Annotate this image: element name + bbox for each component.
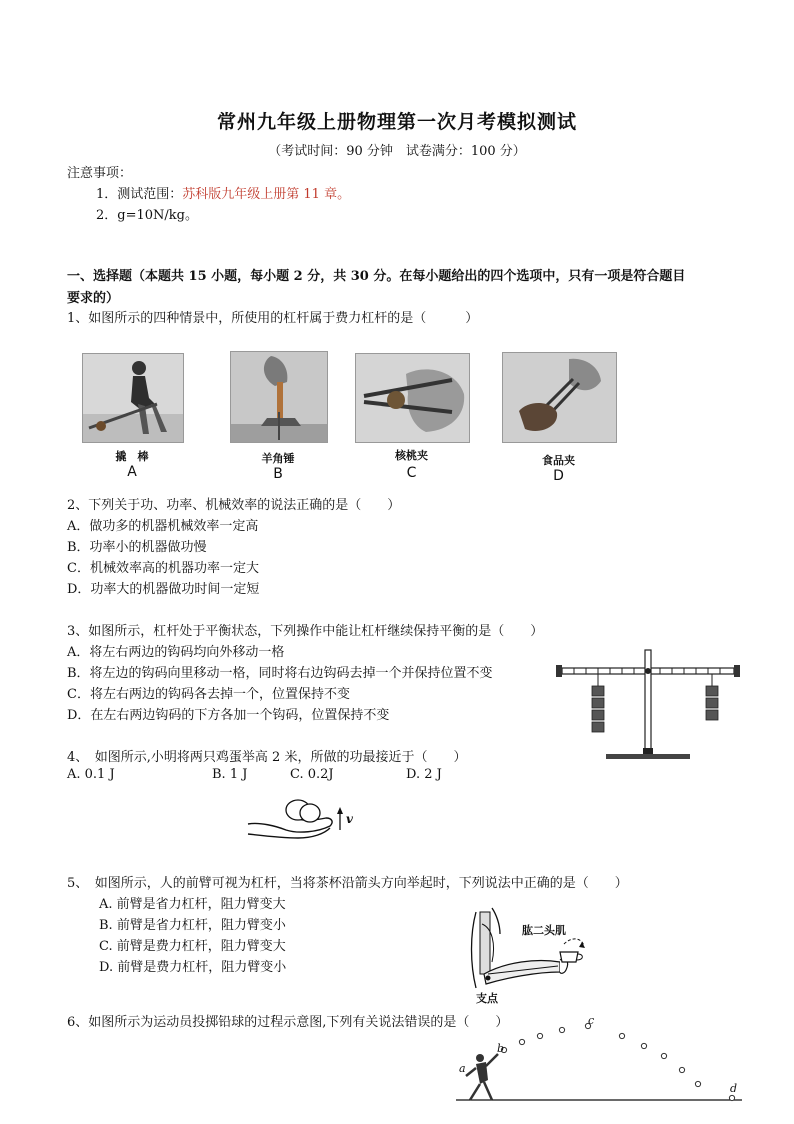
q6-label-d: d <box>730 1082 738 1095</box>
q4-stem: 4、 如图所示,小明将两只鸡蛋举高 2 米，所做的功最接近于（ ） <box>67 750 467 765</box>
q3-lever-diagram <box>552 644 742 770</box>
q1-image-d <box>502 352 617 443</box>
q3-stem: 3、如图所示，杠杆处于平衡状态，下列操作中能让杠杆继续保持平衡的是（ ） <box>67 624 544 639</box>
q5-stem: 5、 如图所示，人的前臂可视为杠杆，当将茶杯沿箭头方向举起时，下列说法中正确的是（ ） <box>67 876 628 891</box>
q6-label-a: a <box>459 1062 466 1075</box>
q5-muscle-label: 肱二头肌 <box>522 924 566 937</box>
q5-fulcrum-label: 支点 <box>476 992 498 1005</box>
q1-stem: 1、如图所示的四种情景中，所使用的杠杆属于费力杠杆的是（ ） <box>67 311 479 326</box>
q3-option-b: B．将左边的钩码向里移动一格，同时将右边钩码去掉一个并保持位置不变 <box>67 666 493 681</box>
q1-image-b <box>230 351 328 443</box>
q5-option-c: C. 前臂是费力杠杆，阻力臂变大 <box>99 939 286 954</box>
notes-item-1-highlight: 苏科版九年级上册第 11 章 <box>182 187 338 202</box>
q6-shot-put-diagram <box>452 1014 748 1120</box>
q3-option-c: C．将左右两边的钩码各去掉一个，位置保持不变 <box>67 687 350 702</box>
q1-letter-a: A <box>127 464 137 480</box>
q1-caption-d: 食品夹 <box>542 454 575 467</box>
q3-option-a: A．将左右两边的钩码均向外移动一格 <box>67 645 285 660</box>
q5-option-d: D. 前臂是费力杠杆，阻力臂变小 <box>99 960 287 975</box>
notes-item-1-suffix: 。 <box>337 187 351 202</box>
q6-stem: 6、如图所示为运动员投掷铅球的过程示意图,下列有关说法错误的是（ ） <box>67 1015 509 1030</box>
q6-label-b: b <box>497 1042 505 1055</box>
notes-heading: 注意事项： <box>67 166 133 181</box>
q1-letter-d: D <box>553 468 564 484</box>
q4-option-c: C. 0.2J <box>290 767 334 782</box>
notes-item-2: 2．g=10N/kg。 <box>96 208 198 223</box>
q4-option-d: D. 2 J <box>406 767 442 782</box>
q2-stem: 2、下列关于功、功率、机械效率的说法正确的是（ ） <box>67 498 401 513</box>
page-subtitle: （考试时间：90 分钟 试卷满分：100 分） <box>268 144 526 159</box>
q3-option-d: D．在左右两边钩码的下方各加一个钩码，位置保持不变 <box>67 708 390 723</box>
q4-option-a: A. 0.1 J <box>67 767 115 782</box>
q1-letter-b: B <box>273 466 283 482</box>
q2-option-d: D．功率大的机器做功时间一定短 <box>67 582 260 597</box>
q1-image-c <box>355 353 470 443</box>
q2-option-a: A．做功多的机器机械效率一定高 <box>67 519 259 534</box>
q1-caption-a: 撬 棒 <box>115 450 149 463</box>
q5-option-a: A. 前臂是省力杠杆，阻力臂变大 <box>99 897 286 912</box>
section1-heading-line1: 一、选择题（本题共 15 小题，每小题 2 分，共 30 分。在每小题给出的四个选项中，只有一项是符合题目 <box>67 269 686 284</box>
q5-option-b: B. 前臂是省力杠杆，阻力臂变小 <box>99 918 286 933</box>
q4-velocity-label: v <box>346 812 353 826</box>
q1-letter-c: C <box>406 465 417 481</box>
q6-label-c: c <box>588 1014 595 1027</box>
q4-option-b: B. 1 J <box>212 767 248 782</box>
section1-heading-line2: 要求的） <box>67 291 120 306</box>
q2-option-b: B．功率小的机器做功慢 <box>67 540 207 555</box>
notes-item-1-prefix: 1．测试范围： <box>96 187 183 202</box>
q1-caption-c: 核桃夹 <box>395 449 428 462</box>
notes-item-1 <box>96 183 350 202</box>
q1-image-a <box>82 353 184 443</box>
q2-option-c: C．机械效率高的机器功率一定大 <box>67 561 259 576</box>
q4-hand-eggs-diagram <box>246 796 344 842</box>
q1-caption-b: 羊角锤 <box>261 452 295 465</box>
q5-forearm-diagram <box>466 904 594 1002</box>
page-title: 常州九年级上册物理第一次月考模拟测试 <box>216 111 577 133</box>
